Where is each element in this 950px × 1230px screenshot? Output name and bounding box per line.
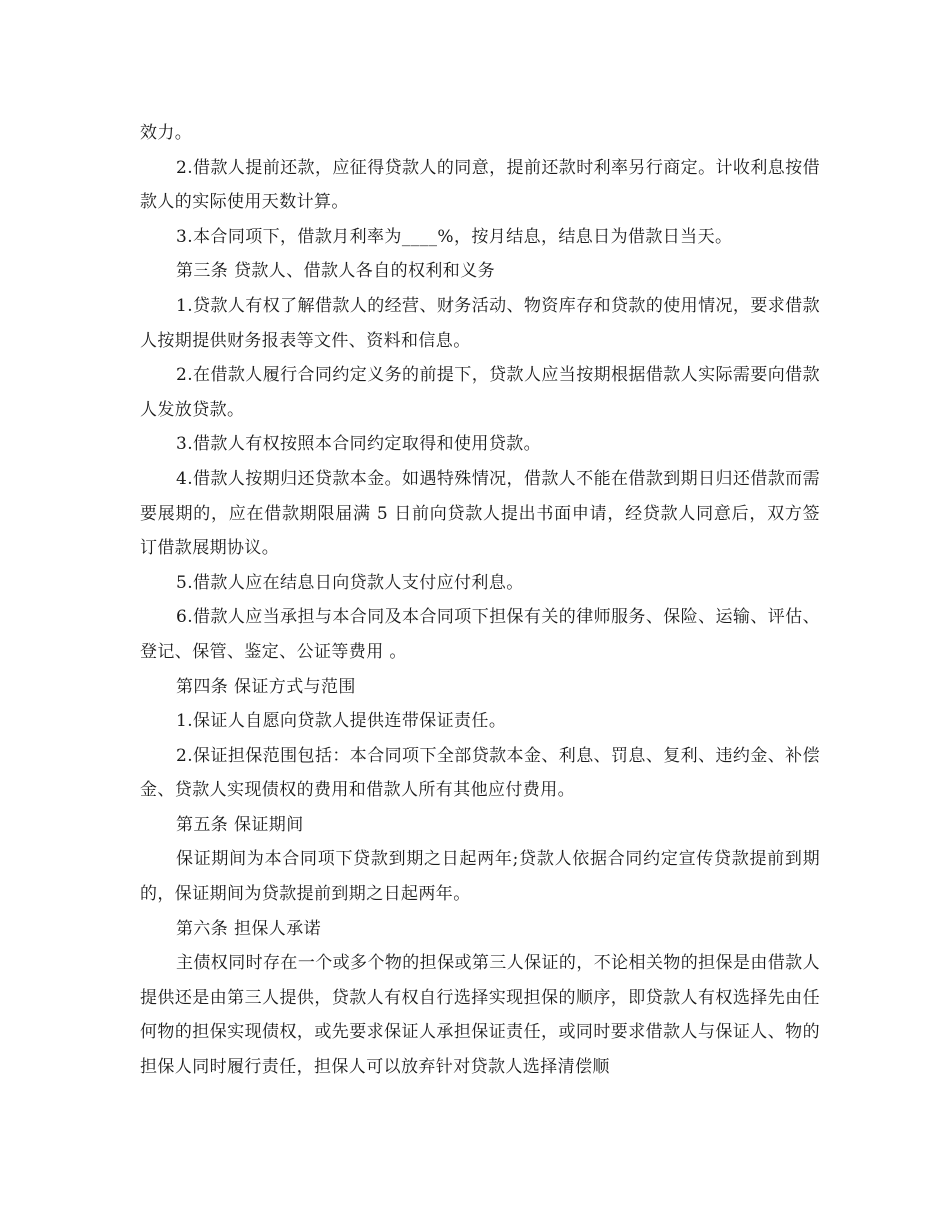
paragraph: 2.保证担保范围包括：本合同项下全部贷款本金、利息、罚息、复利、违约金、补偿金、贷款人实现债权的费用和借款人所有其他应付费用。 bbox=[140, 745, 820, 801]
paragraph: 主债权同时存在一个或多个物的担保或第三人保证的，不论相关物的担保是由借款人提供还是由第三人提供，贷款人有权自行选择实现担保的顺序，即贷款人有权选择先由任何物的担保实现债权，或先要求保证人承担保证责任，或同时要求借款人与保证人、物的担保人同时履行责任，担保人可以放弃针对贷款人选择清偿顺 bbox=[140, 953, 820, 1078]
paragraph: 5.借款人应在结息日向贷款人支付应付利息。 bbox=[176, 572, 524, 593]
section-heading: 第五条 保证期间 bbox=[176, 814, 304, 835]
paragraph: 1.保证人自愿向贷款人提供连带保证责任。 bbox=[176, 711, 507, 732]
paragraph: 2.在借款人履行合同约定义务的前提下，贷款人应当按期根据借款人实际需要向借款人发放贷款。 bbox=[140, 365, 820, 420]
document-body bbox=[140, 116, 820, 1085]
paragraph: 2.借款人提前还款，应征得贷款人的同意，提前还款时利率另行商定。计收利息按借款人的实际使用天数计算。 bbox=[140, 157, 820, 213]
paragraph: 效力。 bbox=[140, 123, 193, 143]
paragraph: 保证期间为本合同项下贷款到期之日起两年;贷款人依据合同约定宣传贷款提前到期的，保证期间为贷款提前到期之日起两年。 bbox=[140, 849, 820, 905]
paragraph: 1.贷款人有权了解借款人的经营、财务活动、物资库存和贷款的使用情况，要求借款人按期提供财务报表等文件、资料和信息。 bbox=[140, 295, 820, 351]
paragraph: 3.借款人有权按照本合同约定取得和使用贷款。 bbox=[176, 434, 542, 455]
paragraph: 4.借款人按期归还贷款本金。如遇特殊情况，借款人不能在借款到期日归还借款而需要展期的，应在借款期限届满 5 日前向贷款人提出书面申请，经贷款人同意后，双方签订借款展期协议。 bbox=[140, 468, 820, 559]
section-heading: 第六条 担保人承诺 bbox=[176, 918, 322, 939]
paragraph: 6.借款人应当承担与本合同及本合同项下担保有关的律师服务、保险、运输、评估、登记、保管、鉴定、公证等费用 。 bbox=[140, 607, 820, 662]
section-heading: 第四条 保证方式与范围 bbox=[176, 676, 356, 697]
section-heading: 第三条 贷款人、借款人各自的权利和义务 bbox=[176, 261, 496, 282]
paragraph: 3.本合同项下，借款月利率为____%，按月结息，结息日为借款日当天。 bbox=[176, 226, 733, 247]
